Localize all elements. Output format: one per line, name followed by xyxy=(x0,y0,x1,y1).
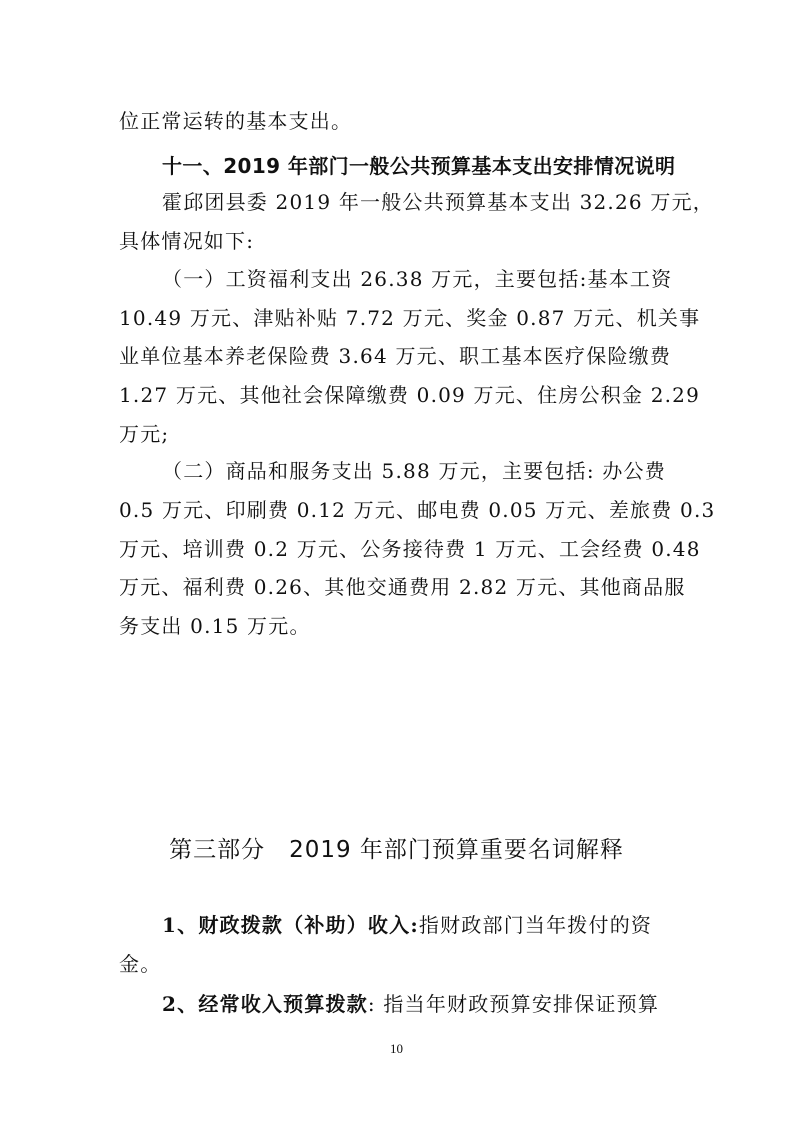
paragraph-line: 业单位基本养老保险费 3.64 万元、职工基本医疗保险缴费 xyxy=(119,344,672,368)
page-number: 10 xyxy=(390,1041,403,1056)
paragraph-line: 位正常运转的基本支出。 xyxy=(119,109,353,133)
paragraph-line: 万元、培训费 0.2 万元、公务接待费 1 万元、工会经费 0.48 xyxy=(119,537,701,561)
term-label: 1、财政拨款（补助）收入: xyxy=(162,913,419,937)
paragraph-line: 1.27 万元、其他社会保障缴费 0.09 万元、住房公积金 2.29 xyxy=(119,383,701,407)
term-text: : 指当年财政预算安排保证预算 xyxy=(367,992,660,1016)
paragraph-line: 0.5 万元、印刷费 0.12 万元、邮电费 0.05 万元、差旅费 0.3 xyxy=(119,498,716,522)
paragraph-line: （二）商品和服务支出 5.88 万元，主要包括: 办公费 xyxy=(162,459,666,483)
paragraph-line: 万元、福利费 0.26、其他交通费用 2.82 万元、其他商品服 xyxy=(119,575,686,599)
section-heading: 十一、2019 年部门一般公共预算基本支出安排情况说明 xyxy=(162,154,676,178)
paragraph-line: 务支出 0.15 万元。 xyxy=(119,614,311,638)
part-title: 第三部分 2019 年部门预算重要名词解释 xyxy=(169,837,624,863)
paragraph-line: 具体情况如下: xyxy=(119,229,255,253)
term-definition-line xyxy=(162,911,652,939)
term-text: 指财政部门当年拨付的资 xyxy=(418,913,653,937)
paragraph-line: 霍邱团县委 2019 年一般公共预算基本支出 32.26 万元， xyxy=(162,190,714,214)
paragraph-line: 10.49 万元、津贴补贴 7.72 万元、奖金 0.87 万元、机关事 xyxy=(119,306,701,330)
paragraph-line: 万元; xyxy=(119,422,170,446)
paragraph-line: （一）工资福利支出 26.38 万元，主要包括:基本工资 xyxy=(162,267,673,291)
term-definition-line: 金。 xyxy=(119,952,162,976)
term-definition-line xyxy=(162,990,659,1018)
term-label: 2、经常收入预算拨款 xyxy=(162,992,368,1016)
